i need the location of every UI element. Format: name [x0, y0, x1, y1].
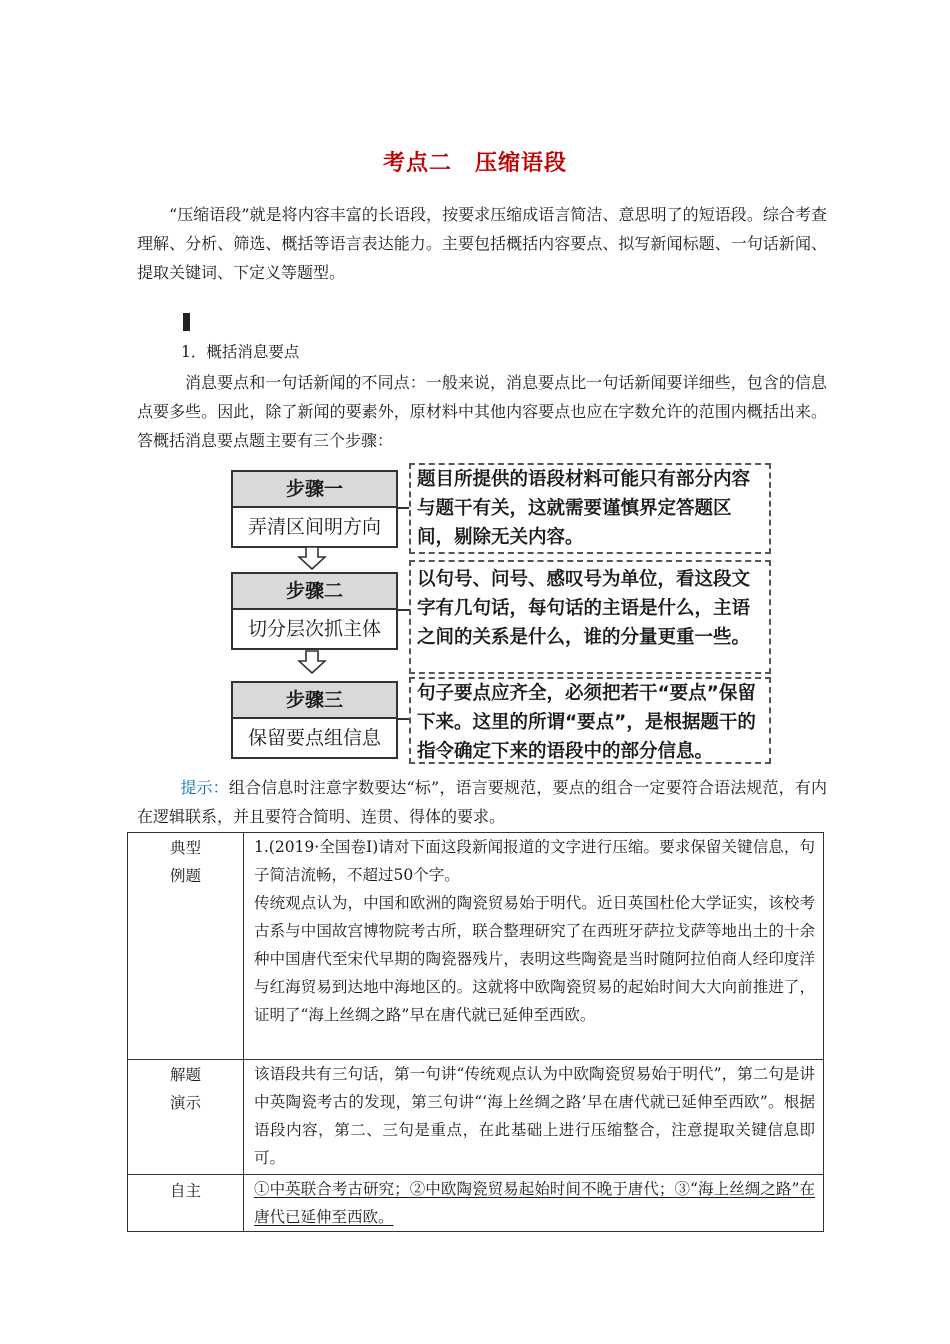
- example-table: [127, 832, 824, 1232]
- step-3-label: 保留要点组信息: [247, 727, 381, 749]
- row-content-demo: [244, 1060, 824, 1175]
- step-3-description: 句子要点应齐全，必须把若干“要点”保留下来。这里的所谓“要点”，是根据题干的指令确定下来的语段中的部分信息。: [409, 677, 771, 764]
- table-row: [128, 1175, 824, 1232]
- step-1-box: [231, 470, 398, 548]
- step-3-connector: [396, 718, 409, 720]
- step-2-description: 以句号、问号、感叹号为单位，看这段文字有几句话，每句话的主语是什么，主语之间的关系是什么，谁的分量更重一些。: [409, 560, 771, 674]
- hint-text: 组合信息时注意字数要达“标”，语言要规范，要点的组合一定要符合语法规范，有内在逻辑联系，并且要符合简明、连贯、得体的要求。: [137, 778, 827, 826]
- analysis-text: 该语段共有三句话，第一句讲“传统观点认为中欧陶瓷贸易始于明代”，第二句是讲中英陶瓷考古的发现，第三句讲“‘海上丝绸之路’早在唐代就已延伸至西欧”。根据语段内容，第二、三句是重点，在此基础上进行压缩整合，注意提取关键信息即可。: [254, 1065, 815, 1167]
- page-title: 考点二 压缩语段: [382, 151, 567, 176]
- question-text: 1.(2019·全国卷Ⅰ)请对下面这段新闻报道的文字进行压缩。要求保留关键信息，句子简洁流畅，不超过50个字。: [254, 838, 815, 884]
- step-2-title: 步骤二: [233, 574, 396, 610]
- row-label-example: [128, 833, 244, 1060]
- row-content-example: [244, 833, 824, 1060]
- intro-paragraph: “压缩语段”就是将内容丰富的长语段，按要求压缩成语言简洁、意思明了的短语段。综合考查理解、分析、筛选、概括等语言表达能力。主要包括概括内容要点、拟写新闻标题、一句话新闻、提取关键词、下定义等题型。: [137, 205, 827, 282]
- row-label-demo: [128, 1060, 244, 1175]
- label-line: 自主: [169, 1182, 201, 1200]
- step-2-connector: [396, 609, 409, 611]
- step-1-title: 步骤一: [233, 472, 396, 508]
- answer-text: ①中英联合考古研究；②中欧陶瓷贸易起始时间不晚于唐代；③“海上丝绸之路”在唐代已延伸至西欧。: [254, 1180, 815, 1226]
- row-label-self: [128, 1175, 244, 1232]
- label-line: 例题: [169, 867, 201, 885]
- passage-text: 传统观点认为，中国和欧洲的陶瓷贸易始于明代。近日英国杜伦大学证实，该校考古系与中国故宫博物院考古所，联合整理研究了在西班牙萨拉戈萨等地出土的十余种中国唐代至宋代早期的陶瓷器残片，表明这些陶瓷是当时随阿拉伯商人经印度洋与红海贸易到达地中海地区的。这就将中欧陶瓷贸易的起始时间大大向前推进了，证明了“海上丝绸之路”早在唐代就已延伸至西欧。: [254, 894, 815, 1024]
- step-1-label: 弄清区间明方向: [247, 516, 381, 538]
- table-row: [128, 1060, 824, 1175]
- down-arrow-icon: [297, 650, 327, 674]
- label-line: 演示: [169, 1094, 201, 1112]
- down-arrow-icon: [297, 546, 327, 570]
- step-3-title: 步骤三: [233, 683, 396, 719]
- step-3-box: [231, 681, 398, 759]
- step-2-box: [231, 572, 398, 650]
- row-content-self: [244, 1175, 824, 1232]
- step-1-connector: [396, 507, 409, 509]
- steps-intro-paragraph: 消息要点和一句话新闻的不同点：一般来说，消息要点比一句话新闻要详细些，包含的信息点要多些。因此，除了新闻的要素外，原材料中其他内容要点也应在字数允许的范围内概括出来。答概括消息要点题主要有三个步骤：: [137, 373, 827, 450]
- hint-label: 提示：: [180, 778, 229, 797]
- step-2-label: 切分层次抓主体: [247, 618, 381, 640]
- section-marker: [183, 313, 190, 331]
- heading-summarize-points: 1．概括消息要点: [181, 343, 300, 361]
- label-line: 解题: [169, 1066, 201, 1084]
- step-1-description: 题目所提供的语段材料可能只有部分内容与题干有关，这就需要谨慎界定答题区间，剔除无关内容。: [409, 463, 771, 554]
- label-line: 典型: [169, 839, 201, 857]
- hint-paragraph: [137, 773, 827, 831]
- table-row: [128, 833, 824, 1060]
